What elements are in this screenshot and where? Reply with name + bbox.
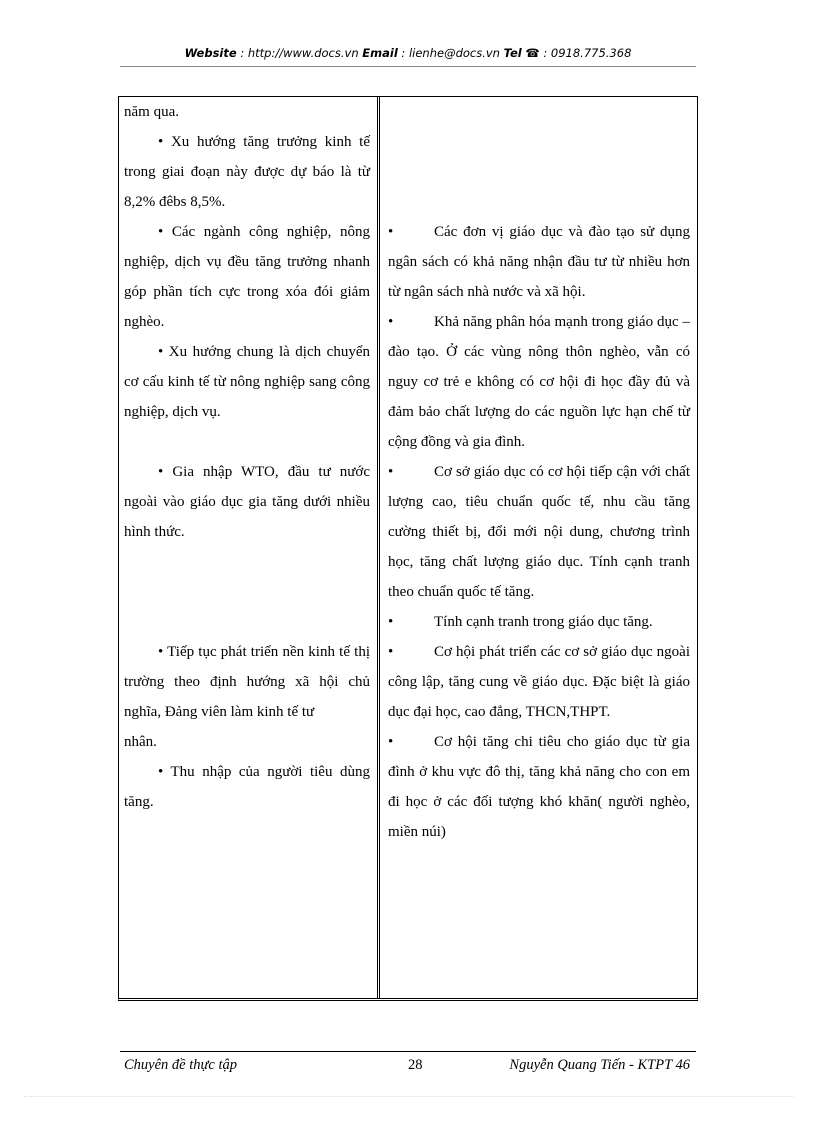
header-divider bbox=[120, 66, 696, 67]
right-spacer bbox=[388, 157, 690, 187]
left-cell-sector-growth: • Các ngành công nghiệp, nông nghiệp, dịch vụ đều tăng trưởng nhanh góp phần tích cực trong xóa đói giảm nghèo. bbox=[124, 224, 370, 330]
bullet-icon: • bbox=[388, 614, 394, 630]
left-spacer bbox=[124, 427, 370, 457]
tel-label: Tel bbox=[503, 46, 522, 60]
left-spacer bbox=[124, 547, 370, 577]
right-cell-competition: • Tính cạnh tranh trong giáo dục tăng. bbox=[388, 607, 690, 637]
analysis-table bbox=[118, 96, 698, 1001]
phone-icon: ☎ bbox=[525, 46, 540, 60]
column-divider bbox=[377, 97, 380, 998]
right-cell-differentiation: • Khả năng phân hóa mạnh trong giáo dục – đào tạo. Ở các vùng nông thôn nghèo, vẫn có nguy cơ trẻ e không có cơ hội đi học đầy đủ và đảm bảo chất lượng do các nguồn lực hạn chế từ cộng đồng và gia đình. bbox=[388, 307, 690, 457]
right-cell-non-public: • Cơ hội phát triển các cơ sở giáo dục ngoài công lập, tăng cung về giáo dục. Đặc biệt là giáo dục đại học, cao đẳng, THCN,THPT. bbox=[388, 637, 690, 727]
page-header bbox=[120, 46, 696, 60]
right-cell-budget: • Các đơn vị giáo dục và đào tạo sử dụng ngân sách có khả năng nhận đầu tư từ nhiều hơn từ ngân sách nhà nước và xã hội. bbox=[388, 217, 690, 307]
left-cell-growth-forecast: • Xu hướng tăng trưởng kinh tế trong giai đoạn này được dự báo là từ 8,2% đêbs 8,5%. bbox=[124, 134, 370, 210]
right-cell-international-standards: • Cơ sở giáo dục có cơ hội tiếp cận với chất lượng cao, tiêu chuẩn quốc tế, nhu cầu tăng cường thiết bị, đổi mới nội dung, chương trình học, tăng chất lượng giáo dục. Tính cạnh tranh theo chuẩn quốc tế tăng. bbox=[388, 457, 690, 607]
bullet-icon: • bbox=[388, 464, 394, 480]
bullet-icon: • bbox=[388, 644, 394, 660]
email-address[interactable]: : lienhe@docs.vn bbox=[397, 46, 504, 60]
left-cell-continuation: năm qua. bbox=[124, 104, 179, 120]
bullet-icon: • bbox=[388, 734, 394, 750]
left-cell-consumer-income: • Thu nhập của người tiêu dùng tăng. bbox=[124, 764, 370, 810]
website-url[interactable]: : http://www.docs.vn bbox=[236, 46, 363, 60]
left-cell-structural-shift: • Xu hướng chung là dịch chuyển cơ cấu kinh tế từ nông nghiệp sang công nghiệp, dịch vụ. bbox=[124, 344, 370, 420]
right-spacer bbox=[388, 187, 690, 217]
left-cell-market-economy-end: nhân. bbox=[124, 734, 157, 750]
right-spacer bbox=[388, 127, 690, 157]
email-label: Email bbox=[362, 46, 398, 60]
right-column bbox=[388, 97, 690, 847]
bullet-icon: • bbox=[388, 314, 394, 330]
website-label: Website bbox=[184, 46, 237, 60]
footer-doc-title: Chuyên đề thực tập bbox=[124, 1057, 238, 1073]
phone-number: : 0918.775.368 bbox=[539, 46, 632, 60]
left-spacer bbox=[124, 577, 370, 607]
left-cell-market-economy: • Tiếp tục phát triển nền kinh tế thị trường theo định hướng xã hội chủ nghĩa, Đảng viên làm kinh tế tư bbox=[124, 644, 370, 720]
right-spacer bbox=[388, 97, 690, 127]
footer-divider bbox=[120, 1051, 696, 1052]
left-spacer bbox=[124, 607, 370, 637]
right-cell-spending: • Cơ hội tăng chi tiêu cho giáo dục từ gia đình ở khu vực đô thị, tăng khả năng cho con em đi học ở các đối tượng khó khăn( người nghèo, miền núi) bbox=[388, 727, 690, 847]
page-footer bbox=[124, 1057, 690, 1077]
bullet-icon: • bbox=[388, 224, 394, 240]
footer-author: Nguyễn Quang Tiến - KTPT 46 bbox=[509, 1057, 690, 1073]
left-column bbox=[124, 97, 370, 817]
left-cell-wto: • Gia nhập WTO, đầu tư nước ngoài vào giáo dục gia tăng dưới nhiều hình thức. bbox=[124, 464, 370, 540]
page-number: 28 bbox=[408, 1057, 423, 1073]
page-edge bbox=[24, 1096, 794, 1097]
